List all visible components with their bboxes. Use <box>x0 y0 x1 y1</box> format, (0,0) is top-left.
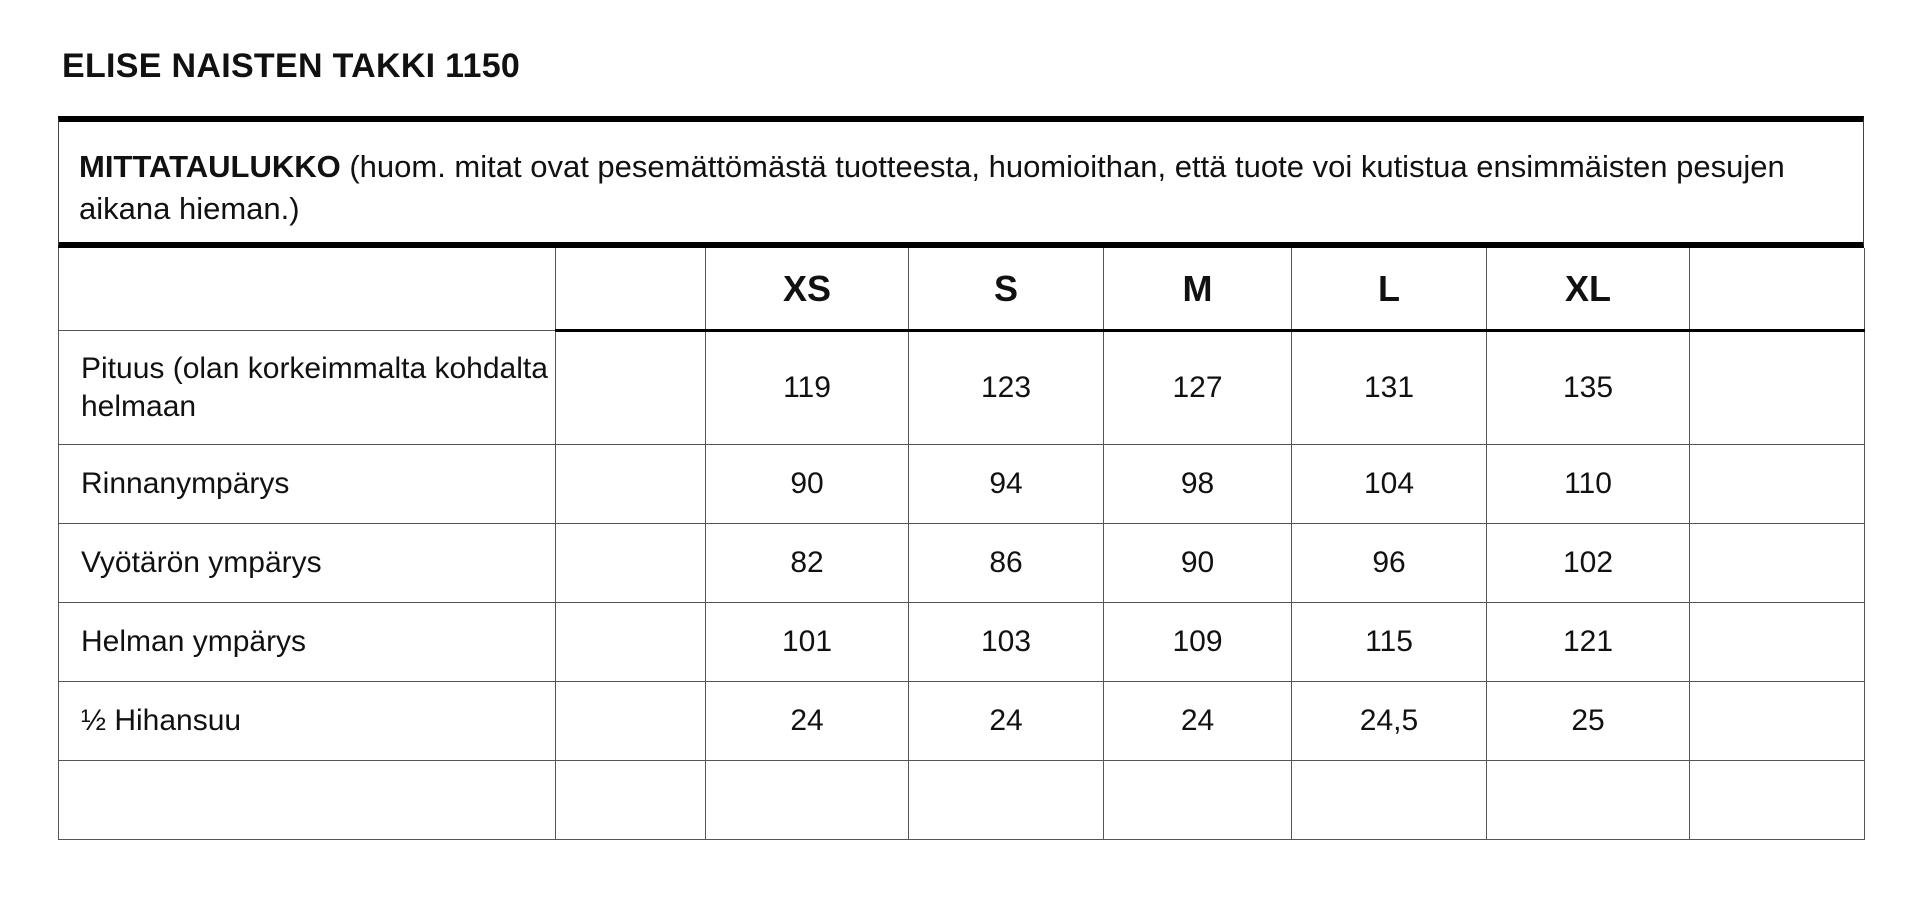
measurement-value: 82 <box>706 524 909 603</box>
measurement-value: 24,5 <box>1292 682 1487 761</box>
measurement-value: 131 <box>1292 331 1487 445</box>
table-row <box>59 445 1865 524</box>
empty-cell <box>1292 761 1487 840</box>
size-header-xs: XS <box>706 248 909 331</box>
size-chart <box>58 116 1864 840</box>
size-chart-heading: MITTATAULUKKO <box>79 149 341 184</box>
measurement-value: 110 <box>1487 445 1690 524</box>
measurement-value: 98 <box>1104 445 1292 524</box>
measurement-value: 101 <box>706 603 909 682</box>
table-row <box>59 524 1865 603</box>
empty-cell <box>556 761 706 840</box>
table-row <box>59 682 1865 761</box>
measurement-label: Helman ympärys <box>59 603 556 682</box>
page-title: ELISE NAISTEN TAKKI 1150 <box>62 47 521 85</box>
empty-cell <box>1487 761 1690 840</box>
measurement-value: 86 <box>909 524 1104 603</box>
measurement-value: 104 <box>1292 445 1487 524</box>
header-empty-cell <box>1690 248 1865 331</box>
empty-cell <box>59 761 556 840</box>
empty-cell <box>556 331 706 445</box>
size-chart-note <box>58 116 1864 248</box>
empty-cell <box>1690 331 1865 445</box>
measurement-value: 127 <box>1104 331 1292 445</box>
empty-cell <box>1104 761 1292 840</box>
empty-cell <box>556 445 706 524</box>
size-header-xl: XL <box>1487 248 1690 331</box>
table-row <box>59 603 1865 682</box>
empty-cell <box>706 761 909 840</box>
size-header-l: L <box>1292 248 1487 331</box>
measurement-value: 25 <box>1487 682 1690 761</box>
measurement-value: 90 <box>706 445 909 524</box>
table-row <box>59 331 1865 445</box>
empty-cell <box>556 524 706 603</box>
measurement-value: 119 <box>706 331 909 445</box>
measurement-value: 24 <box>909 682 1104 761</box>
measurement-value: 96 <box>1292 524 1487 603</box>
empty-cell <box>1690 524 1865 603</box>
measurement-value: 102 <box>1487 524 1690 603</box>
size-chart-note-text: (huom. mitat ovat pesemättömästä tuotteesta, huomioithan, että tuote voi kutistua ensimmäisten pesujen aikana hieman.) <box>79 149 1785 226</box>
measurement-value: 135 <box>1487 331 1690 445</box>
size-header-m: M <box>1104 248 1292 331</box>
empty-cell <box>1690 682 1865 761</box>
measurement-label: Rinnanympärys <box>59 445 556 524</box>
empty-cell <box>1690 761 1865 840</box>
measurement-value: 24 <box>1104 682 1292 761</box>
measurement-label: Vyötärön ympärys <box>59 524 556 603</box>
size-header-s: S <box>909 248 1104 331</box>
measurement-label: ½ Hihansuu <box>59 682 556 761</box>
table-row-empty <box>59 761 1865 840</box>
header-empty-cell <box>59 248 556 331</box>
measurement-value: 90 <box>1104 524 1292 603</box>
measurement-value: 115 <box>1292 603 1487 682</box>
empty-cell <box>556 682 706 761</box>
measurement-value: 94 <box>909 445 1104 524</box>
measurement-value: 103 <box>909 603 1104 682</box>
size-table <box>58 248 1865 840</box>
empty-cell <box>1690 445 1865 524</box>
measurement-value: 109 <box>1104 603 1292 682</box>
empty-cell <box>1690 603 1865 682</box>
size-header-row <box>59 248 1865 331</box>
measurement-value: 121 <box>1487 603 1690 682</box>
header-empty-cell <box>556 248 706 331</box>
measurement-value: 24 <box>706 682 909 761</box>
empty-cell <box>556 603 706 682</box>
measurement-label: Pituus (olan korkeimmalta kohdalta helmaan <box>59 331 556 445</box>
empty-cell <box>909 761 1104 840</box>
measurement-value: 123 <box>909 331 1104 445</box>
